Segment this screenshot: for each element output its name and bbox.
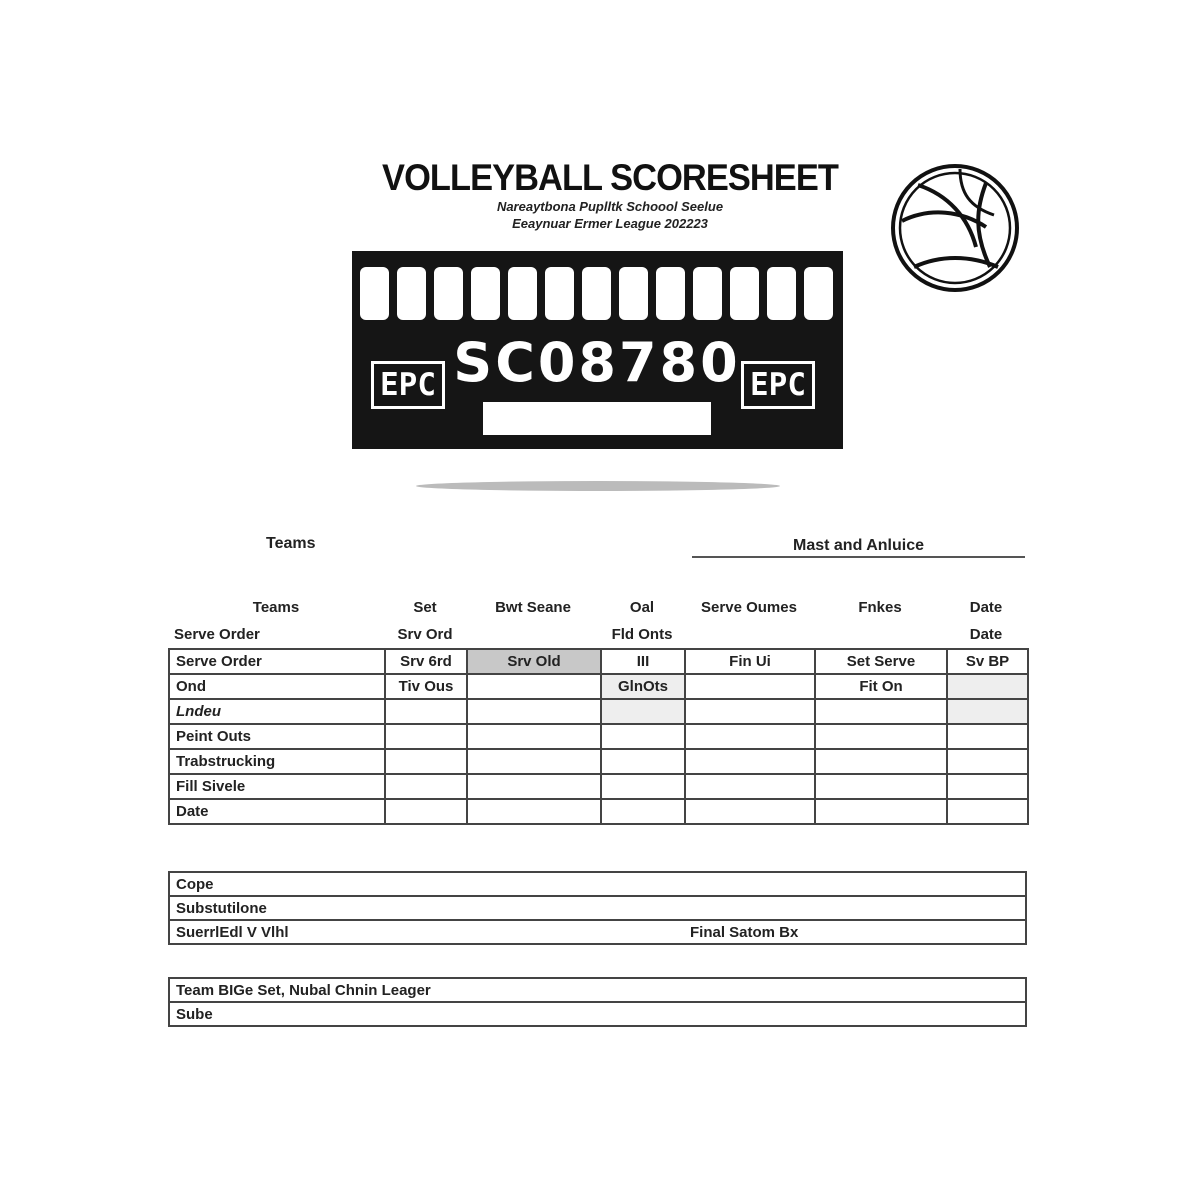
- table-cell[interactable]: Set Serve: [815, 649, 947, 674]
- table-cell[interactable]: [601, 699, 685, 724]
- header2-serve-order: Serve Order: [174, 626, 260, 643]
- score-slot: [434, 267, 463, 320]
- header-teams: Teams: [252, 599, 300, 616]
- table-cell[interactable]: [385, 774, 467, 799]
- header-date: Date: [969, 599, 1003, 616]
- table-cell[interactable]: [601, 774, 685, 799]
- team-info-box: [168, 977, 1027, 1027]
- table-cell[interactable]: [947, 724, 1028, 749]
- cope-row[interactable]: Cope: [169, 872, 1026, 896]
- table-cell[interactable]: [467, 724, 601, 749]
- header2-srv-ord: Srv Ord: [397, 626, 453, 643]
- substitution-box: [168, 871, 1027, 945]
- table-cell[interactable]: [815, 724, 947, 749]
- table-row: [169, 699, 1028, 724]
- table-cell[interactable]: [467, 774, 601, 799]
- table-cell[interactable]: [685, 724, 815, 749]
- table-cell[interactable]: [685, 699, 815, 724]
- header-oal: Oal: [629, 599, 655, 616]
- table-cell: Fill Sivele: [169, 774, 385, 799]
- table-cell[interactable]: [467, 699, 601, 724]
- subtitle-line-1: Nareaytbona Puplltk Schoool Seelue: [496, 199, 724, 214]
- subtitle-line-2: Eeaynuar Ermer League 202223: [512, 216, 708, 231]
- table-cell[interactable]: Sv BP: [947, 649, 1028, 674]
- code-blank-bar: [483, 402, 711, 435]
- table-row: [169, 774, 1028, 799]
- right-badge: EPC: [741, 361, 815, 409]
- score-slot: [545, 267, 574, 320]
- scoreboard-shadow: [416, 481, 780, 491]
- score-slot: [582, 267, 611, 320]
- table-cell[interactable]: [385, 724, 467, 749]
- table-cell[interactable]: [601, 724, 685, 749]
- table-cell[interactable]: [947, 774, 1028, 799]
- right-field-line[interactable]: [692, 556, 1025, 558]
- score-table: [168, 648, 1029, 825]
- teams-label: Teams: [266, 535, 316, 552]
- score-slot: [804, 267, 833, 320]
- table-cell: Date: [169, 799, 385, 824]
- team-row[interactable]: Team BIGe Set, Nubal Chnin Leager: [169, 978, 1026, 1002]
- table-cell[interactable]: [685, 774, 815, 799]
- table-cell[interactable]: [467, 799, 601, 824]
- table-cell[interactable]: Srv 6rd: [385, 649, 467, 674]
- table-row: [169, 724, 1028, 749]
- table-cell[interactable]: Fin Ui: [685, 649, 815, 674]
- table-cell[interactable]: Srv Old: [467, 649, 601, 674]
- table-cell: Ond: [169, 674, 385, 699]
- table-cell: Serve Order: [169, 649, 385, 674]
- table-row: [169, 674, 1028, 699]
- score-slot: [619, 267, 648, 320]
- score-slot: [471, 267, 500, 320]
- table-cell[interactable]: [601, 799, 685, 824]
- volleyball-icon: [890, 163, 1020, 293]
- left-badge: EPC: [371, 361, 445, 409]
- table-row: [169, 649, 1028, 674]
- summary-left-label: SuerrlEdl V Vlhl: [176, 923, 289, 941]
- table-cell[interactable]: [601, 749, 685, 774]
- table-cell: Peint Outs: [169, 724, 385, 749]
- right-field-label: Mast and Anluice: [793, 537, 924, 554]
- table-cell[interactable]: [385, 699, 467, 724]
- table-cell[interactable]: [947, 749, 1028, 774]
- page-title: VOLLEYBALL SCORESHEET: [382, 157, 838, 198]
- score-slot: [360, 267, 389, 320]
- substitution-row[interactable]: Substutilone: [169, 896, 1026, 920]
- scoreboard: [352, 251, 843, 449]
- table-cell: Trabstrucking: [169, 749, 385, 774]
- table-cell[interactable]: [947, 699, 1028, 724]
- table-cell[interactable]: [467, 749, 601, 774]
- table-cell[interactable]: Fit On: [815, 674, 947, 699]
- table-cell[interactable]: [385, 749, 467, 774]
- table-cell[interactable]: [815, 774, 947, 799]
- table-cell[interactable]: [685, 749, 815, 774]
- score-slot: [730, 267, 759, 320]
- score-slot: [693, 267, 722, 320]
- scoreboard-code: SC08780: [453, 331, 741, 394]
- table-cell[interactable]: [685, 674, 815, 699]
- table-cell[interactable]: III: [601, 649, 685, 674]
- score-slot: [508, 267, 537, 320]
- table-cell[interactable]: [815, 699, 947, 724]
- header-set: Set: [413, 599, 437, 616]
- final-score-label: Final Satom Bx: [690, 924, 799, 941]
- table-cell[interactable]: [947, 674, 1028, 699]
- score-slot: [656, 267, 685, 320]
- table-cell[interactable]: [467, 674, 601, 699]
- table-cell[interactable]: Tiv Ous: [385, 674, 467, 699]
- table-cell[interactable]: [947, 799, 1028, 824]
- header2-fld-onts: Fld Onts: [611, 626, 673, 643]
- score-slot: [767, 267, 796, 320]
- table-cell: Lndeu: [169, 699, 385, 724]
- sube-row[interactable]: Sube: [169, 1002, 1026, 1026]
- header-bwt-seane: Bwt Seane: [495, 599, 571, 616]
- summary-row[interactable]: [169, 920, 1026, 944]
- header-fnkes: Fnkes: [858, 599, 902, 616]
- table-cell[interactable]: [385, 799, 467, 824]
- score-slot: [397, 267, 426, 320]
- table-cell[interactable]: [685, 799, 815, 824]
- table-row: [169, 749, 1028, 774]
- table-row: [169, 799, 1028, 824]
- table-cell[interactable]: GlnOts: [601, 674, 685, 699]
- table-cell[interactable]: [815, 799, 947, 824]
- table-cell[interactable]: [815, 749, 947, 774]
- header2-date: Date: [969, 626, 1003, 643]
- header-serve-oumes: Serve Oumes: [701, 599, 797, 616]
